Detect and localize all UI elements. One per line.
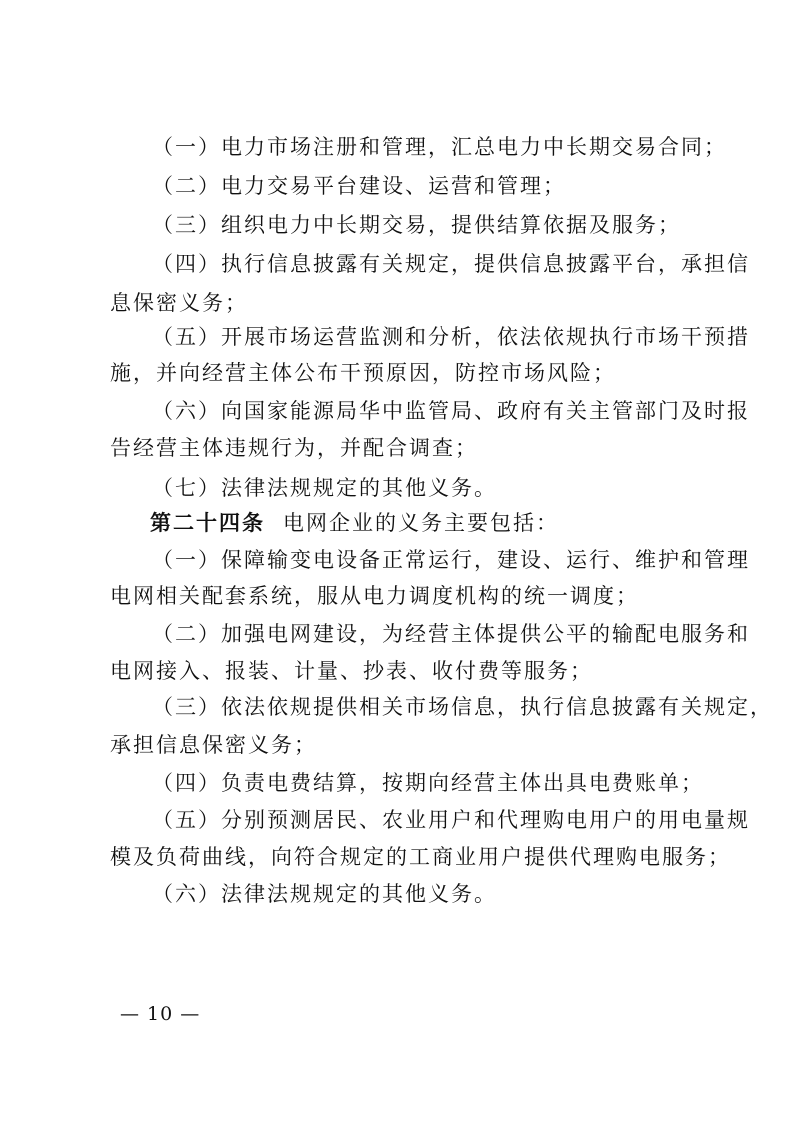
text-line: 电网接入、报装、计量、抄表、收付费等服务； [110,659,593,683]
article-title: 第二十四条 [150,510,265,535]
text-line: （二）加强电网建设，为经营主体提供公平的输配电服务和 [152,622,750,646]
text-line: （四）执行信息披露有关规定，提供信息披露平台，承担信 [152,252,750,276]
text-line: （一）电力市场注册和管理，汇总电力中长期交易合同； [152,135,727,159]
article-line [150,509,740,537]
text-line: 施，并向经营主体公布干预原因，防控市场风险； [110,361,616,385]
page-number: — 10 — [120,1003,201,1025]
text-line: （二）电力交易平台建设、运营和管理； [152,174,566,198]
article-text: 电网企业的义务主要包括： [283,511,559,535]
text-line: （五）开展市场运营监测和分析，依法依规执行市场干预措 [152,325,750,349]
text-line: （六）法律法规规定的其他义务。 [152,882,497,906]
text-line: （三）依法依规提供相关市场信息，执行信息披露有关规定， [152,695,773,719]
text-line: 告经营主体违规行为，并配合调查； [110,436,478,460]
text-line: 息保密义务； [110,291,248,315]
text-line: 模及负荷曲线，向符合规定的工商业用户提供代理购电服务； [110,845,731,869]
text-line: 电网相关配套系统，服从电力调度机构的统一调度； [110,584,639,608]
text-line: （六）向国家能源局华中监管局、政府有关主管部门及时报 [152,399,750,423]
text-line: （七）法律法规规定的其他义务。 [152,476,497,500]
text-line: （三）组织电力中长期交易，提供结算依据及服务； [152,213,681,237]
text-line: （四）负责电费结算，按期向经营主体出具电费账单； [152,771,704,795]
text-line: 承担信息保密义务； [110,733,317,757]
text-line: （一）保障输变电设备正常运行，建设、运行、维护和管理 [152,548,750,572]
text-line: （五）分别预测居民、农业用户和代理购电用户的用电量规 [152,808,750,832]
